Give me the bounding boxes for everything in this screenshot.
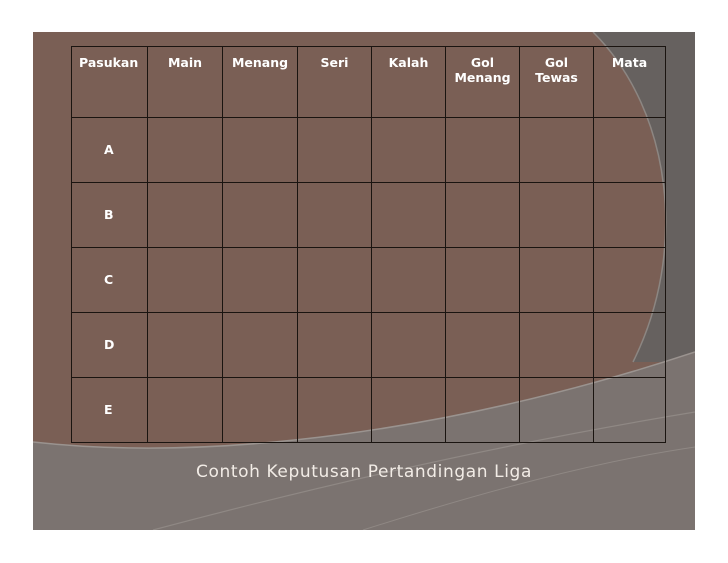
league-table — [71, 46, 666, 443]
team-label: B — [72, 183, 148, 248]
team-label: C — [72, 248, 148, 313]
table-cell — [520, 183, 594, 248]
header-row — [72, 47, 666, 118]
table-cell — [446, 183, 520, 248]
table-cell — [372, 118, 446, 183]
header-mata: Mata — [594, 47, 666, 118]
header-menang: Menang — [223, 47, 298, 118]
table-cell — [148, 118, 223, 183]
header-gol-menang: Gol Menang — [446, 47, 520, 118]
team-label: D — [72, 313, 148, 378]
table-cell — [594, 313, 666, 378]
table-cell — [446, 248, 520, 313]
table-cell — [446, 378, 520, 443]
table-cell — [594, 183, 666, 248]
table-cell — [520, 378, 594, 443]
table-cell — [298, 248, 372, 313]
table-cell — [148, 313, 223, 378]
table-cell — [223, 378, 298, 443]
table-cell — [223, 183, 298, 248]
header-main: Main — [148, 47, 223, 118]
table-cell — [520, 313, 594, 378]
table-row — [72, 183, 666, 248]
table-cell — [372, 248, 446, 313]
header-gol-tewas: Gol Tewas — [520, 47, 594, 118]
header-seri: Seri — [298, 47, 372, 118]
table-cell — [298, 118, 372, 183]
table-cell — [446, 313, 520, 378]
table-row — [72, 313, 666, 378]
table-cell — [298, 313, 372, 378]
table-cell — [594, 248, 666, 313]
table-cell — [520, 118, 594, 183]
table-cell — [298, 378, 372, 443]
table-cell — [594, 118, 666, 183]
header-pasukan: Pasukan — [72, 47, 148, 118]
table-row — [72, 118, 666, 183]
table-cell — [223, 313, 298, 378]
team-label: A — [72, 118, 148, 183]
slide — [33, 32, 695, 530]
table-cell — [148, 378, 223, 443]
team-label: E — [72, 378, 148, 443]
table-cell — [148, 248, 223, 313]
table-cell — [372, 378, 446, 443]
slide-caption: Contoh Keputusan Pertandingan Liga — [196, 462, 532, 482]
table-cell — [223, 248, 298, 313]
table-cell — [148, 183, 223, 248]
table-cell — [372, 183, 446, 248]
table-cell — [372, 313, 446, 378]
table-row — [72, 248, 666, 313]
table-cell — [223, 118, 298, 183]
table-cell — [446, 118, 520, 183]
table-cell — [594, 378, 666, 443]
table-cell — [298, 183, 372, 248]
table-row — [72, 378, 666, 443]
table-cell — [520, 248, 594, 313]
header-kalah: Kalah — [372, 47, 446, 118]
